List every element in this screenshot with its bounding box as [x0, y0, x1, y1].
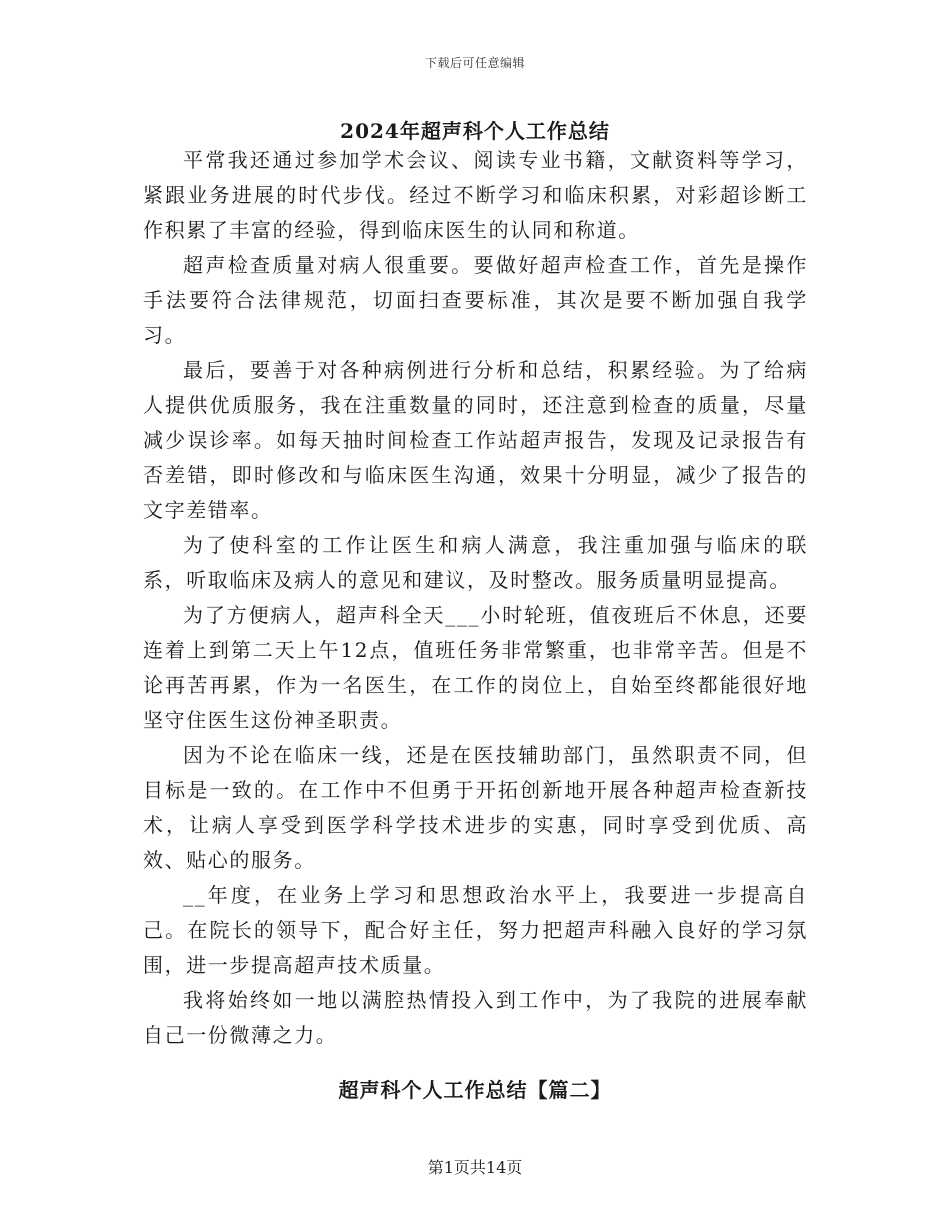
page-number-footer: 第1页共14页 [427, 1158, 523, 1177]
document-title: 2024年超声科个人工作总结 [340, 119, 610, 143]
paragraph: 最后，要善于对各种病例进行分析和总结，积累经验。为了给病人提供优质服务，我在注重数量的同时，还注意到检查的质量，尽量减少误诊率。如每天抽时间检查工作站超声报告，发现及记录报告有否差错，即时修改和与临床医生沟通，效果十分明显，减少了报告的文字差错率。 [143, 358, 808, 522]
paragraph: 我将始终如一地以满腔热情投入到工作中，为了我院的进展奉献自己一份微薄之力。 [143, 988, 808, 1047]
paragraph: 超声检查质量对病人很重要。要做好超声检查工作，首先是操作手法要符合法律规范，切面扫查要标准，其次是要不断加强自我学习。 [143, 253, 808, 347]
paragraph: __年度，在业务上学习和思想政治水平上，我要进一步提高自己。在院长的领导下，配合好主任，努力把超声科融入良好的学习氛围，进一步提高超声技术质量。 [143, 883, 808, 977]
paragraph: 为了使科室的工作让医生和病人满意，我注重加强与临床的联系，听取临床及病人的意见和建议，及时整改。服务质量明显提高。 [143, 533, 808, 592]
header-note: 下载后可任意编辑 [424, 56, 525, 70]
document-body [143, 143, 808, 1053]
section-heading: 超声科个人工作总结【篇二】 [338, 1078, 612, 1102]
paragraph: 因为不论在临床一线，还是在医技辅助部门，虽然职责不同，但目标是一致的。在工作中不但勇于开拓创新地开展各种超声检查新技术，让病人享受到医学科学技术进步的实惠，同时享受到优质、高效、贴心的服务。 [143, 743, 808, 872]
paragraph: 平常我还通过参加学术会议、阅读专业书籍，文献资料等学习，紧跟业务进展的时代步伐。经过不断学习和临床积累，对彩超诊断工作积累了丰富的经验，得到临床医生的认同和称道。 [143, 148, 808, 242]
paragraph: 为了方便病人，超声科全天___小时轮班，值夜班后不休息，还要连着上到第二天上午12点，值班任务非常繁重，也非常辛苦。但是不论再苦再累，作为一名医生，在工作的岗位上，自始至终都能很好地坚守住医生这份神圣职责。 [143, 603, 808, 732]
